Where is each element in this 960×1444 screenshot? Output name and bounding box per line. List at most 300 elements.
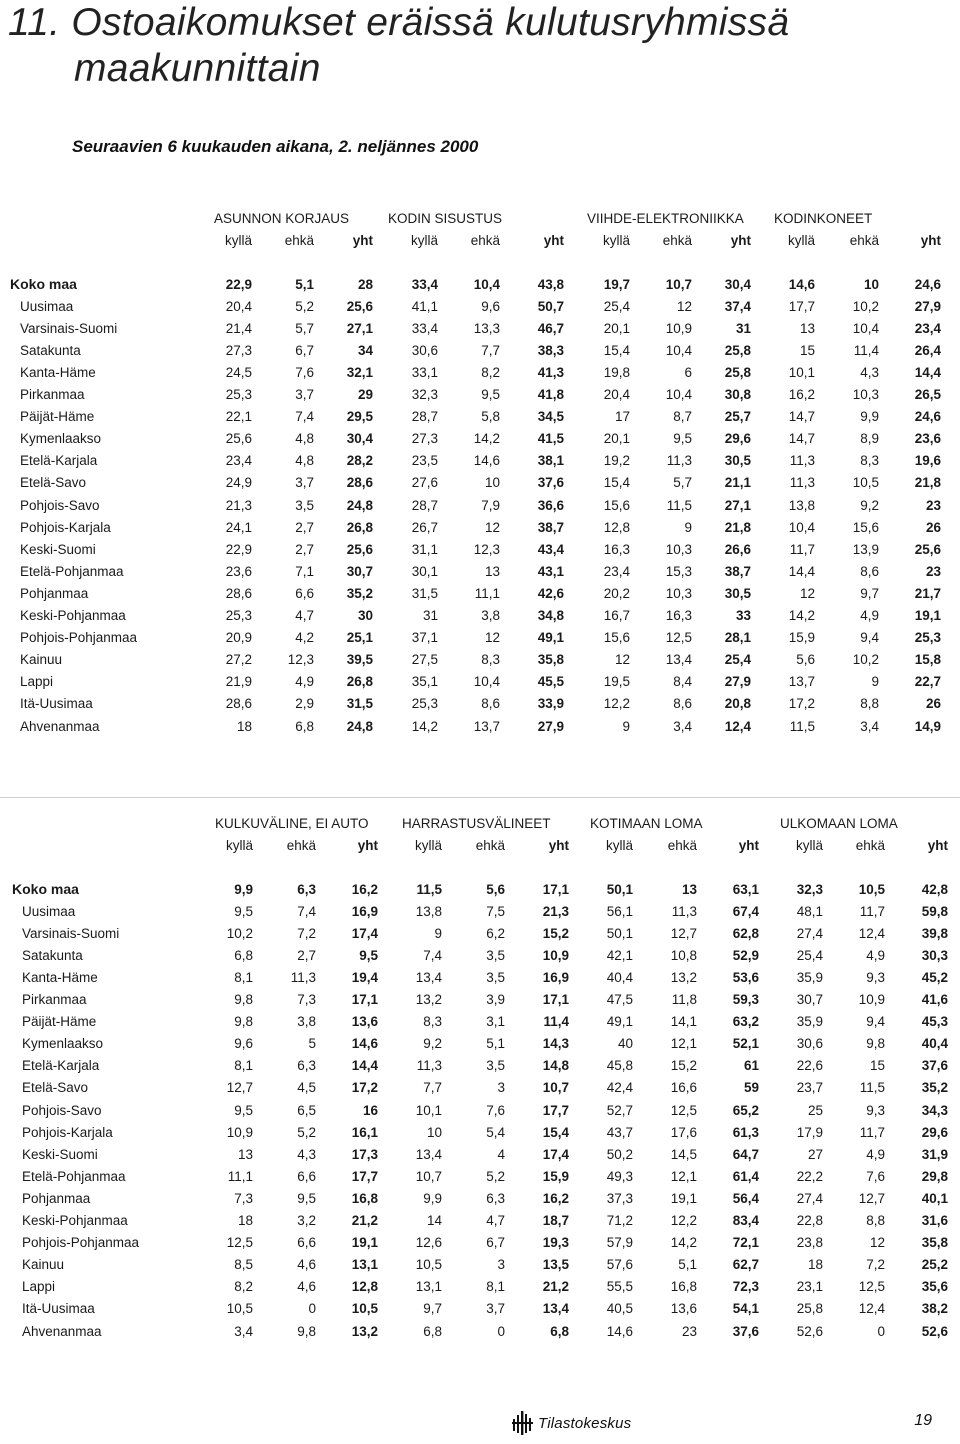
value-cell: 14,7 <box>788 409 815 425</box>
region-label: Etelä-Savo <box>20 475 87 491</box>
col-header-ehka: ehkä <box>284 232 314 248</box>
table-row <box>12 922 950 944</box>
value-cell: 9,7 <box>423 1301 442 1317</box>
col-header-kylla: kyllä <box>410 232 438 248</box>
total-cell: 61,3 <box>732 1124 759 1140</box>
value-cell: 5,6 <box>796 652 815 668</box>
table-row <box>10 339 943 361</box>
value-cell: 9,2 <box>860 497 879 513</box>
value-cell: 2,9 <box>295 696 314 712</box>
total-cell: 34 <box>357 342 373 358</box>
value-cell: 9,5 <box>297 1190 316 1206</box>
value-cell: 10,4 <box>473 674 500 690</box>
total-cell: 35,2 <box>346 585 373 601</box>
total-cell: 16,2 <box>542 1190 569 1206</box>
col-header-ehka: ehkä <box>849 232 879 248</box>
value-cell: 49,1 <box>606 1014 633 1030</box>
value-cell: 11,5 <box>666 497 692 513</box>
total-cell: 37,6 <box>732 1323 759 1339</box>
total-cell: 49,1 <box>537 630 564 646</box>
value-cell: 35,1 <box>411 674 438 690</box>
total-cell: 15,8 <box>914 652 941 668</box>
total-cell: 21,7 <box>914 585 941 601</box>
total-cell: 59,8 <box>921 903 948 919</box>
value-cell: 8,4 <box>673 674 692 690</box>
region-label: Kainuu <box>22 1257 65 1273</box>
value-cell: 7,2 <box>297 925 316 941</box>
table-row <box>12 1320 950 1342</box>
table-row <box>12 1121 950 1143</box>
value-cell: 14,5 <box>670 1146 697 1162</box>
value-cell: 25,3 <box>411 696 438 712</box>
total-cell: 27,9 <box>914 298 941 314</box>
section-divider <box>0 797 960 798</box>
table-row <box>12 900 950 922</box>
value-cell: 10,4 <box>473 276 500 292</box>
value-cell: 10,1 <box>415 1102 442 1118</box>
value-cell: 9,5 <box>481 387 500 403</box>
value-cell: 37,1 <box>411 630 438 646</box>
total-cell: 25,3 <box>914 630 941 646</box>
total-cell: 10,9 <box>542 947 569 963</box>
value-cell: 16,3 <box>603 541 630 557</box>
value-cell: 20,4 <box>603 387 630 403</box>
value-cell: 10,1 <box>788 365 815 381</box>
value-cell: 20,4 <box>225 298 252 314</box>
value-cell: 33,1 <box>411 365 438 381</box>
total-cell: 23,6 <box>914 431 941 447</box>
value-cell: 13 <box>237 1146 253 1162</box>
total-cell: 33,9 <box>537 696 564 712</box>
value-cell: 10 <box>863 276 879 292</box>
value-cell: 13,2 <box>415 992 442 1008</box>
region-label: Uusimaa <box>22 903 76 919</box>
region-label: Keski-Pohjanmaa <box>20 608 126 624</box>
value-cell: 9,2 <box>423 1036 442 1052</box>
total-cell: 30,5 <box>724 453 751 469</box>
value-cell: 8,6 <box>860 563 879 579</box>
value-cell: 13,8 <box>788 497 815 513</box>
total-cell: 16,1 <box>351 1124 378 1140</box>
total-cell: 30,7 <box>346 563 373 579</box>
total-cell: 29 <box>357 387 373 403</box>
value-cell: 6,7 <box>486 1235 505 1251</box>
table-row <box>10 715 943 737</box>
value-cell: 11,5 <box>859 1080 885 1096</box>
value-cell: 4,6 <box>297 1257 316 1273</box>
value-cell: 31,1 <box>411 541 438 557</box>
total-cell: 16,2 <box>351 881 378 897</box>
purchase-intentions-table-1 <box>10 207 943 737</box>
value-cell: 8,8 <box>866 1213 885 1229</box>
value-cell: 8,1 <box>234 1058 253 1074</box>
value-cell: 7,6 <box>866 1168 885 1184</box>
value-cell: 6,6 <box>297 1235 316 1251</box>
value-cell: 12,2 <box>670 1213 697 1229</box>
value-cell: 3,5 <box>486 947 505 963</box>
value-cell: 3,5 <box>295 497 314 513</box>
total-cell: 25,7 <box>724 409 751 425</box>
value-cell: 21,3 <box>225 497 252 513</box>
value-cell: 10,4 <box>788 519 815 535</box>
table-row <box>10 538 943 560</box>
value-cell: 3,8 <box>481 608 500 624</box>
value-cell: 7,7 <box>481 342 500 358</box>
region-label: Pirkanmaa <box>20 387 85 403</box>
region-label: Varsinais-Suomi <box>22 925 120 941</box>
value-cell: 7,9 <box>481 497 500 513</box>
value-cell: 52,6 <box>796 1323 823 1339</box>
page-subtitle: Seuraavien 6 kuukauden aikana, 2. neljännes 2000 <box>72 137 479 156</box>
value-cell: 40,5 <box>606 1301 633 1317</box>
value-cell: 11,1 <box>227 1168 253 1184</box>
value-cell: 17,6 <box>670 1124 697 1140</box>
value-cell: 8,6 <box>673 696 692 712</box>
total-cell: 38,1 <box>537 453 564 469</box>
value-cell: 6,8 <box>295 718 314 734</box>
total-cell: 38,3 <box>537 342 564 358</box>
total-cell: 17,3 <box>351 1146 378 1162</box>
group-header-4: ULKOMAAN LOMA <box>780 815 898 831</box>
value-cell: 28,7 <box>411 409 438 425</box>
value-cell: 28,6 <box>225 585 252 601</box>
value-cell: 9,5 <box>234 1102 253 1118</box>
value-cell: 52,7 <box>606 1102 633 1118</box>
value-cell: 30,6 <box>411 342 438 358</box>
total-cell: 59 <box>743 1080 759 1096</box>
value-cell: 3,8 <box>297 1014 316 1030</box>
value-cell: 12 <box>614 652 630 668</box>
value-cell: 23,5 <box>411 453 438 469</box>
value-cell: 31,5 <box>411 585 438 601</box>
value-cell: 6,7 <box>295 342 314 358</box>
total-cell: 29,8 <box>921 1168 948 1184</box>
table-row <box>10 693 943 715</box>
region-label: Etelä-Pohjanmaa <box>22 1168 126 1184</box>
value-cell: 4,3 <box>860 365 879 381</box>
value-cell: 5,1 <box>486 1036 505 1052</box>
total-cell: 16 <box>362 1102 378 1118</box>
value-cell: 22,2 <box>796 1168 823 1184</box>
value-cell: 32,3 <box>796 881 823 897</box>
value-cell: 8,2 <box>234 1279 253 1295</box>
table-row <box>10 605 943 627</box>
total-cell: 52,6 <box>921 1323 948 1339</box>
total-cell: 21,8 <box>724 519 751 535</box>
value-cell: 4,9 <box>295 674 314 690</box>
value-cell: 12 <box>869 1235 885 1251</box>
col-header-yht: yht <box>730 232 751 248</box>
total-cell: 27,1 <box>346 320 373 336</box>
value-cell: 13 <box>799 320 815 336</box>
value-cell: 14,6 <box>788 276 815 292</box>
region-label: Pohjois-Savo <box>22 1102 102 1118</box>
value-cell: 13,4 <box>665 652 692 668</box>
total-cell: 21,8 <box>914 475 941 491</box>
value-cell: 25,4 <box>796 947 823 963</box>
total-cell: 59,3 <box>732 992 759 1008</box>
col-header-ehka: ehkä <box>662 232 692 248</box>
value-cell: 19,8 <box>603 365 630 381</box>
region-label: Koko maa <box>12 881 79 898</box>
value-cell: 14,2 <box>670 1235 697 1251</box>
value-cell: 10,3 <box>665 541 692 557</box>
value-cell: 13,4 <box>415 1146 442 1162</box>
value-cell: 40 <box>617 1036 633 1052</box>
value-cell: 12,3 <box>287 652 314 668</box>
value-cell: 3,4 <box>234 1323 253 1339</box>
total-cell: 21,3 <box>542 903 569 919</box>
total-cell: 63,1 <box>732 881 759 897</box>
value-cell: 20,2 <box>603 585 630 601</box>
total-cell: 41,8 <box>537 387 564 403</box>
table-row <box>10 428 943 450</box>
col-header-yht: yht <box>927 837 948 853</box>
value-cell: 11,3 <box>416 1058 442 1074</box>
value-cell: 4,8 <box>295 453 314 469</box>
value-cell: 5 <box>308 1036 316 1052</box>
value-cell: 12 <box>676 298 692 314</box>
value-cell: 22,9 <box>225 541 252 557</box>
value-cell: 10,2 <box>852 652 879 668</box>
total-cell: 17,7 <box>351 1168 378 1184</box>
total-cell: 14,3 <box>542 1036 569 1052</box>
value-cell: 12,7 <box>670 925 697 941</box>
total-cell: 13,5 <box>542 1257 569 1273</box>
value-cell: 50,2 <box>606 1146 633 1162</box>
value-cell: 0 <box>877 1323 885 1339</box>
total-cell: 41,6 <box>921 992 948 1008</box>
value-cell: 12,4 <box>858 925 885 941</box>
value-cell: 25 <box>807 1102 823 1118</box>
value-cell: 10 <box>426 1124 442 1140</box>
value-cell: 14,2 <box>473 431 500 447</box>
region-label: Pirkanmaa <box>22 992 87 1008</box>
value-cell: 9,9 <box>423 1190 442 1206</box>
col-header-yht: yht <box>543 232 564 248</box>
total-cell: 39,5 <box>346 652 373 668</box>
total-cell: 15,4 <box>542 1124 569 1140</box>
table-row <box>12 1077 950 1099</box>
region-label: Lappi <box>22 1279 56 1295</box>
value-cell: 28,6 <box>225 696 252 712</box>
value-cell: 8,8 <box>860 696 879 712</box>
value-cell: 6 <box>684 365 692 381</box>
region-label: Pohjanmaa <box>20 585 89 601</box>
value-cell: 9,6 <box>234 1036 253 1052</box>
value-cell: 6,8 <box>423 1323 442 1339</box>
value-cell: 10,4 <box>852 320 879 336</box>
col-header-yht: yht <box>352 232 373 248</box>
value-cell: 30,1 <box>411 563 438 579</box>
total-cell: 25,1 <box>346 630 373 646</box>
total-cell: 24,6 <box>914 276 941 292</box>
table-row <box>12 1276 950 1298</box>
total-cell: 40,4 <box>921 1036 948 1052</box>
total-cell: 37,6 <box>537 475 564 491</box>
value-cell: 27,6 <box>411 475 438 491</box>
region-label: Satakunta <box>20 342 81 358</box>
table-row <box>10 361 943 383</box>
value-cell: 8,3 <box>481 652 500 668</box>
value-cell: 8,5 <box>234 1257 253 1273</box>
total-cell: 28 <box>357 276 373 292</box>
value-cell: 12,7 <box>226 1080 253 1096</box>
value-cell: 6,6 <box>297 1168 316 1184</box>
total-cell: 35,2 <box>921 1080 948 1096</box>
value-cell: 19,2 <box>603 453 630 469</box>
value-cell: 9,8 <box>234 1014 253 1030</box>
value-cell: 24,9 <box>225 475 252 491</box>
total-cell: 30,4 <box>724 276 751 292</box>
value-cell: 18 <box>237 1213 253 1229</box>
value-cell: 12 <box>484 519 500 535</box>
total-cell: 45,2 <box>921 970 948 986</box>
total-cell: 17,7 <box>542 1102 569 1118</box>
value-cell: 4,6 <box>297 1279 316 1295</box>
total-cell: 43,8 <box>537 276 564 292</box>
total-cell: 21,1 <box>724 475 751 491</box>
value-cell: 13,9 <box>852 541 879 557</box>
value-cell: 14,6 <box>606 1323 633 1339</box>
total-cell: 25,2 <box>921 1257 948 1273</box>
col-header-ehka: ehkä <box>470 232 500 248</box>
value-cell: 11,1 <box>474 585 500 601</box>
total-cell: 20,8 <box>724 696 751 712</box>
region-label: Pohjois-Pohjanmaa <box>20 630 138 646</box>
total-cell: 14,9 <box>914 718 941 734</box>
region-label: Koko maa <box>10 276 77 293</box>
value-cell: 23,4 <box>603 563 630 579</box>
value-cell: 20,1 <box>603 320 630 336</box>
total-cell: 38,2 <box>921 1301 948 1317</box>
table-row <box>12 1298 950 1320</box>
value-cell: 45,8 <box>606 1058 633 1074</box>
value-cell: 11,7 <box>789 541 815 557</box>
value-cell: 4,8 <box>295 431 314 447</box>
value-cell: 25,4 <box>603 298 630 314</box>
total-cell: 15,9 <box>542 1168 569 1184</box>
value-cell: 8,3 <box>423 1014 442 1030</box>
total-cell: 26 <box>925 519 941 535</box>
total-cell: 32,1 <box>346 365 373 381</box>
total-cell: 17,4 <box>542 1146 569 1162</box>
value-cell: 17,9 <box>796 1124 823 1140</box>
value-cell: 3,4 <box>860 718 879 734</box>
value-cell: 12,3 <box>473 541 500 557</box>
total-cell: 61,4 <box>732 1168 759 1184</box>
value-cell: 11,8 <box>671 992 697 1008</box>
region-label: Kymenlaakso <box>20 431 102 447</box>
region-label: Ahvenanmaa <box>20 718 100 734</box>
value-cell: 11,3 <box>290 970 316 986</box>
region-label: Kanta-Häme <box>20 365 96 381</box>
value-cell: 12,2 <box>603 696 630 712</box>
total-cell: 28,2 <box>346 453 373 469</box>
total-cell: 24,8 <box>346 718 373 734</box>
tilastokeskus-logo-icon <box>512 1410 534 1436</box>
region-label: Lappi <box>20 674 54 690</box>
value-cell: 10,4 <box>665 387 692 403</box>
total-cell: 40,1 <box>921 1190 948 1206</box>
total-cell: 6,8 <box>550 1323 569 1339</box>
total-cell: 25,4 <box>724 652 751 668</box>
page-number: 19 <box>914 1412 932 1429</box>
total-cell: 22,7 <box>914 674 941 690</box>
col-header-yht: yht <box>548 837 569 853</box>
region-label: Etelä-Savo <box>22 1080 89 1096</box>
total-cell: 25,8 <box>724 365 751 381</box>
value-cell: 10,9 <box>858 992 885 1008</box>
total-cell: 16,9 <box>351 903 378 919</box>
value-cell: 15,4 <box>603 342 630 358</box>
value-cell: 9,4 <box>866 1014 885 1030</box>
total-cell: 52,1 <box>732 1036 759 1052</box>
region-label: Itä-Uusimaa <box>22 1301 95 1317</box>
region-label: Etelä-Karjala <box>22 1058 100 1074</box>
value-cell: 42,1 <box>606 947 633 963</box>
value-cell: 4,7 <box>295 608 314 624</box>
total-cell: 26,8 <box>346 519 373 535</box>
total-cell: 14,6 <box>351 1036 378 1052</box>
value-cell: 13,7 <box>788 674 815 690</box>
total-cell: 30,5 <box>724 585 751 601</box>
col-header-ehka: ehkä <box>475 837 505 853</box>
total-cell: 25,8 <box>724 342 751 358</box>
value-cell: 12,1 <box>670 1036 697 1052</box>
value-cell: 6,8 <box>234 947 253 963</box>
total-cell: 13,1 <box>351 1257 378 1273</box>
value-cell: 22,8 <box>796 1213 823 1229</box>
value-cell: 11,5 <box>416 881 442 897</box>
col-header-yht: yht <box>920 232 941 248</box>
value-cell: 9,9 <box>234 881 253 897</box>
value-cell: 27,2 <box>225 652 252 668</box>
total-cell: 19,3 <box>542 1235 569 1251</box>
total-cell: 36,6 <box>537 497 564 513</box>
total-cell: 35,8 <box>921 1235 948 1251</box>
total-cell: 39,8 <box>921 925 948 941</box>
value-cell: 17,7 <box>788 298 815 314</box>
total-cell: 53,6 <box>732 970 759 986</box>
total-cell: 65,2 <box>732 1102 759 1118</box>
total-cell: 33 <box>735 608 751 624</box>
value-cell: 12,5 <box>670 1102 697 1118</box>
region-label: Uusimaa <box>20 298 74 314</box>
value-cell: 30,6 <box>796 1036 823 1052</box>
value-cell: 9 <box>434 925 442 941</box>
table-row <box>12 1232 950 1254</box>
value-cell: 2,7 <box>297 947 316 963</box>
value-cell: 7,4 <box>297 903 316 919</box>
value-cell: 25,8 <box>796 1301 823 1317</box>
total-cell: 63,2 <box>732 1014 759 1030</box>
total-cell: 42,6 <box>537 585 564 601</box>
region-label: Päijät-Häme <box>22 1014 97 1030</box>
value-cell: 10 <box>484 475 500 491</box>
total-cell: 64,7 <box>732 1146 759 1162</box>
total-cell: 17,1 <box>351 992 378 1008</box>
table-row <box>10 406 943 428</box>
value-cell: 15,9 <box>788 630 815 646</box>
region-label: Päijät-Häme <box>20 409 95 425</box>
value-cell: 25,3 <box>225 608 252 624</box>
page-title-line-2: maakunnittain <box>74 47 321 90</box>
total-cell: 10,7 <box>542 1080 569 1096</box>
value-cell: 6,2 <box>486 925 505 941</box>
value-cell: 13 <box>681 881 697 897</box>
value-cell: 7,6 <box>295 365 314 381</box>
